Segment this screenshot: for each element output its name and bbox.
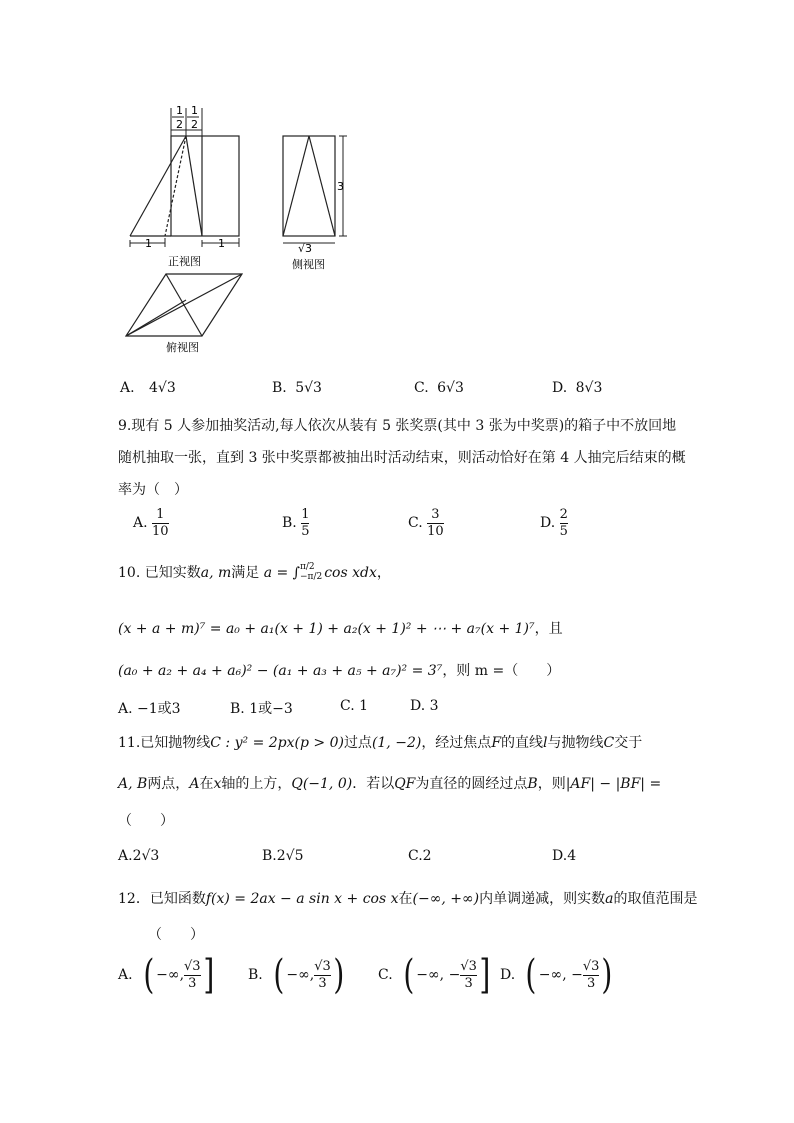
q9-option-b[interactable] [282,508,309,538]
front-view [130,136,239,236]
front-view-label: 正视图 [168,255,201,268]
option-value: 4 [567,848,577,864]
option-value: 2√3 [132,848,160,864]
option-letter: D. [552,380,568,396]
option-letter: A. [133,515,148,532]
option-value: 8√3 [575,380,603,396]
option-letter: B. [248,967,263,983]
option-value: −1或3 [137,701,181,717]
q10-option-b[interactable] [230,698,293,718]
q10-option-c[interactable] [340,698,368,714]
option-value: 5√3 [295,380,322,396]
option-letter: C. [378,967,393,983]
q12-option-d[interactable] [500,952,615,998]
q10-stem-line-1: 10. 已知实数a, m满足 a = ∫ π/2 −π/2 cos xdx， [118,562,391,582]
option-fraction: $\frac{√3}{3}$ [184,958,201,991]
q9-stem-line-2: 随机抽取一张，直到 3 张中奖票都被抽出时活动结束，则活动恰好在第 4 人抽完后结束的概 [118,450,686,466]
q12-stem-line-2: （ ） [148,927,204,943]
option-fraction: $\frac{1}{5}$ [301,507,310,539]
q10-option-a[interactable] [118,698,181,718]
option-letter: D. [500,967,516,983]
option-value: 2√5 [276,848,304,864]
q11-stem-line-1: 11.已知抛物线C : y² = 2px(p > 0)过点(1, −2)，经过焦点F的直线l与抛物线C交于 [118,735,643,751]
half-label-den-1: 2 [176,118,183,131]
dim-one-left: 1 [145,237,152,250]
q12-stem-line-1: 12．已知函数f(x) = 2ax − a sin x + cos x在(−∞, +∞)内单调递减，则实数a的取值范围是 [118,891,698,907]
option-value: 4√3 [149,380,176,396]
half-label-num-2: 1 [191,104,198,117]
option-letter: D. [410,698,426,714]
option-body: −∞, [286,967,315,983]
option-fraction: $\frac{1}{10}$ [152,507,169,539]
q8-option-b[interactable] [272,380,322,396]
q10-stem-line-2: (x + a + m)⁷ = a₀ + a₁(x + 1) + a₂(x + 1)² + ⋯ + a₇(x + 1)⁷，且 [118,621,563,637]
option-letter: A. [118,701,133,717]
q9-option-c[interactable] [408,508,444,538]
q8-option-c[interactable] [414,380,464,396]
left-bracket: ( [525,952,537,998]
side-view [283,136,335,236]
option-fraction: $\frac{√3}{3}$ [460,958,477,991]
top-view-label: 俯视图 [166,341,199,354]
option-letter: B. [262,848,277,864]
option-letter: C. [408,515,423,532]
q11-option-a[interactable] [118,848,159,864]
right-bracket: ] [479,952,491,998]
option-fraction: $\frac{2}{5}$ [559,507,568,539]
q11-stem-line-3: （ ） [118,813,174,829]
option-letter: D. [540,515,556,532]
option-letter: B. [272,380,287,396]
option-fraction: $\frac{√3}{3}$ [314,958,331,991]
option-value: 6√3 [437,380,464,396]
left-bracket: ( [403,952,414,998]
q10-stem-line-3: (a₀ + a₂ + a₄ + a₆)² − (a₁ + a₃ + a₅ + a₇)² = 3⁷，则 m =（ ） [118,663,561,679]
q11-option-d[interactable] [552,848,576,864]
q11-option-b[interactable] [262,848,304,864]
q10-option-d[interactable] [410,698,439,714]
right-bracket: ) [601,952,613,998]
half-label-den-2: 2 [191,118,198,131]
option-letter: D. [552,848,568,864]
option-value: 2 [422,848,432,864]
option-letter: B. [230,701,245,717]
q8-option-d[interactable] [552,380,602,396]
three-view-drawing [118,100,368,360]
option-letter: B. [282,515,297,532]
right-bracket: ) [333,952,345,998]
option-fraction: $\frac{3}{10}$ [427,507,444,539]
option-body: −∞, − [416,967,461,983]
top-view [126,274,242,336]
option-value: 1或−3 [249,701,293,717]
q12-option-c[interactable] [378,952,492,998]
left-bracket: ( [142,952,154,998]
option-fraction: $\frac{√3}{3}$ [582,958,600,991]
three-view-figure [118,100,368,360]
left-bracket: ( [273,952,285,998]
option-letter: A. [118,967,133,983]
side-view-label: 侧视图 [292,258,325,271]
q8-option-a[interactable] [120,380,176,396]
option-letter: C. [408,848,423,864]
half-label-num-1: 1 [176,104,183,117]
option-value: 3 [429,698,439,714]
option-letter: A. [118,848,133,864]
q11-stem-line-2: A, B两点，A在x轴的上方，Q(−1, 0)．若以QF为直径的圆经过点B，则|AF| − |BF| = [118,776,662,792]
option-value: 1 [359,698,369,714]
option-letter: A. [120,380,135,396]
dim-three: 3 [337,180,344,193]
option-letter: C. [414,380,429,396]
q12-option-a[interactable] [118,952,216,998]
right-bracket: ] [202,952,214,998]
q9-option-a[interactable] [133,508,169,538]
q9-stem-line-1: 9.现有 5 人参加抽奖活动,每人依次从装有 5 张奖票(其中 3 张为中奖票)的箱子中不放回地 [118,418,677,434]
q12-option-b[interactable] [248,952,346,998]
q9-option-d[interactable] [540,508,568,538]
q9-stem-line-3: 率为（ ） [118,482,188,498]
option-body: −∞, − [538,967,583,983]
q11-option-c[interactable] [408,848,432,864]
dim-one-right: 1 [218,237,225,250]
option-letter: C. [340,698,355,714]
option-body: −∞, [156,967,185,983]
dim-sqrt3: √3 [298,242,313,255]
